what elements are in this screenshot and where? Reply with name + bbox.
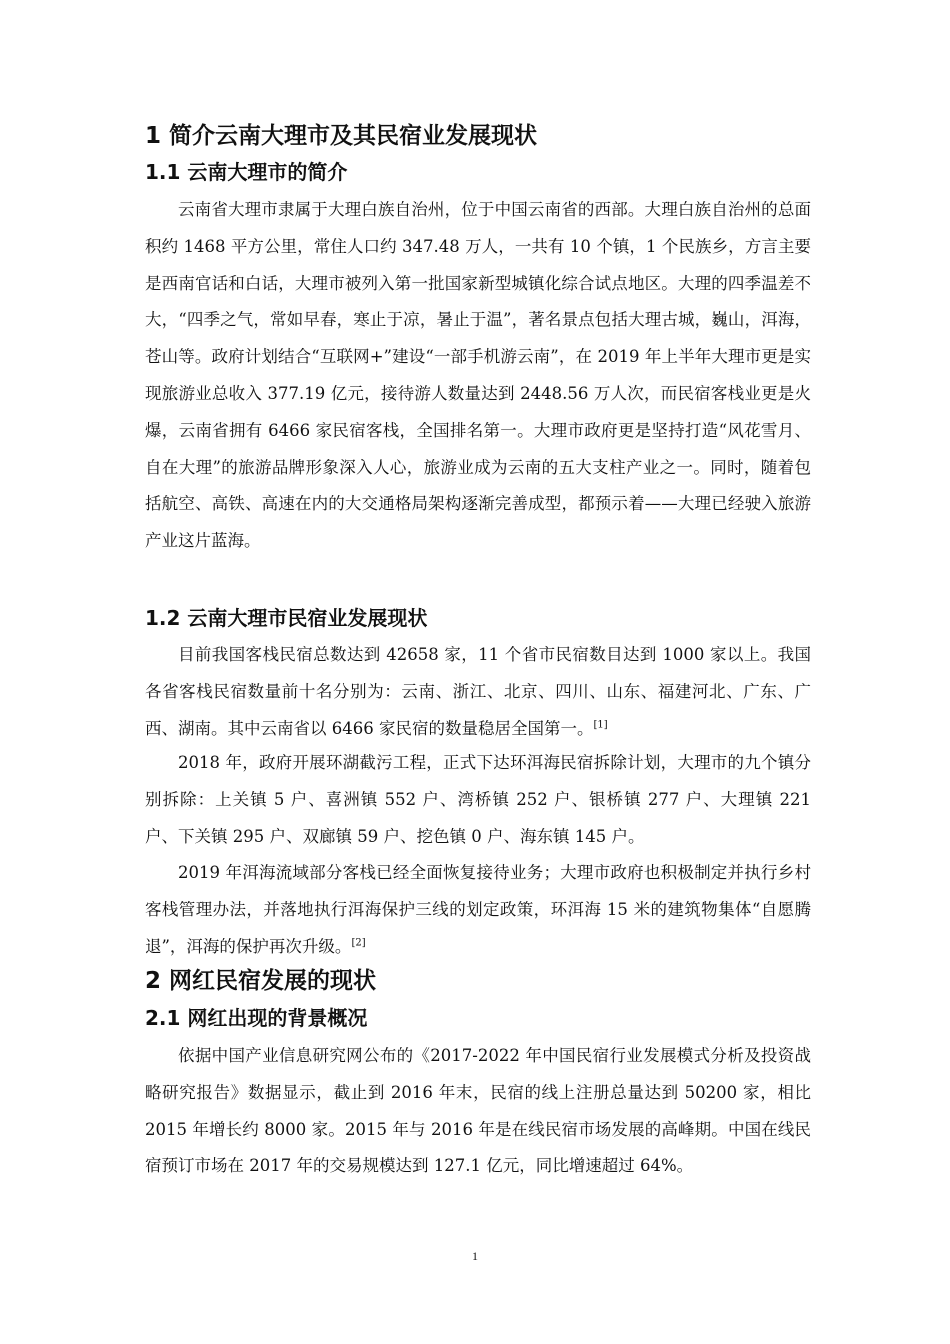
paragraph-text: 2019 年洱海流域部分客栈已经全面恢复接待业务；大理市政府也积极制定并执行乡村客栈管理办法，并落地执行洱海保护三线的划定政策，环洱海 15 米的建筑物集体“自愿腾退”，洱海的保护再次升级。 — [145, 863, 811, 956]
section-1-1-heading: 1.1 云南大理市的简介 — [145, 160, 348, 184]
paragraph-text: 依据中国产业信息研究网公布的《2017-2022 年中国民宿行业发展模式分析及投资战略研究报告》数据显示，截止到 2016 年末，民宿的线上注册总量达到 50200 家，相比 2015 年增长约 8000 家。2015 年与 2016 年是在线民宿市场发展的高峰期。中国在线民宿预订市场在 2017 年的交易规模达到 127.1 亿元，同比增速超过 64%。 — [145, 1046, 811, 1176]
section-2-heading: 2 网红民宿发展的现状 — [145, 968, 377, 994]
section-1-2-paragraph-3 — [145, 855, 811, 965]
section-1-2-paragraph-2 — [145, 745, 811, 855]
section-2-1-heading: 2.1 网红出现的背景概况 — [145, 1006, 368, 1030]
section-2-1-paragraph — [145, 1038, 811, 1185]
section-1-2-heading: 1.2 云南大理市民宿业发展现状 — [145, 606, 428, 630]
section-1-2-paragraph-1 — [145, 637, 811, 747]
citation-ref-1: [1] — [593, 719, 608, 731]
section-1-heading: 1 简介云南大理市及其民宿业发展现状 — [145, 123, 538, 149]
section-1-1-paragraph — [145, 192, 811, 560]
paragraph-text: 目前我国客栈民宿总数达到 42658 家，11 个省市民宿数目达到 1000 家以上。我国各省客栈民宿数量前十名分别为：云南、浙江、北京、四川、山东、福建河北、广东、广西、湖南。其中云南省以 6466 家民宿的数量稳居全国第一。 — [145, 645, 811, 738]
paragraph-text: 云南省大理市隶属于大理白族自治州，位于中国云南省的西部。大理白族自治州的总面积约 1468 平方公里，常住人口约 347.48 万人，一共有 10 个镇，1 个民族乡，方言主要是西南官话和白话，大理市被列入第一批国家新型城镇化综合试点地区。大理的四季温差不大，“四季之气，常如早春，寒止于凉，暑止于温”，著名景点包括大理古城，巍山，洱海，苍山等。政府计划结合“互联网+”建设“一部手机游云南”，在 2019 年上半年大理市更是实现旅游业总收入 377.19 亿元，接待游人数量达到 2448.56 万人次，而民宿客栈业更是火爆，云南省拥有 6466 家民宿客栈，全国排名第一。大理市政府更是坚持打造“风花雪月、自在大理”的旅游品牌形象深入人心，旅游业成为云南的五大支柱产业之一。同时，随着包括航空、高铁、高速在内的大交通格局架构逐渐完善成型，都预示着——大理已经驶入旅游产业这片蓝海。 — [145, 200, 811, 551]
citation-ref-2: [2] — [351, 937, 366, 949]
page-number: 1 — [472, 1249, 478, 1263]
paragraph-text: 2018 年，政府开展环湖截污工程，正式下达环洱海民宿拆除计划，大理市的九个镇分别拆除：上关镇 5 户、喜洲镇 552 户、湾桥镇 252 户、银桥镇 277 户、大理镇 221 户、下关镇 295 户、双廊镇 59 户、挖色镇 0 户、海东镇 145 户。 — [145, 753, 811, 846]
